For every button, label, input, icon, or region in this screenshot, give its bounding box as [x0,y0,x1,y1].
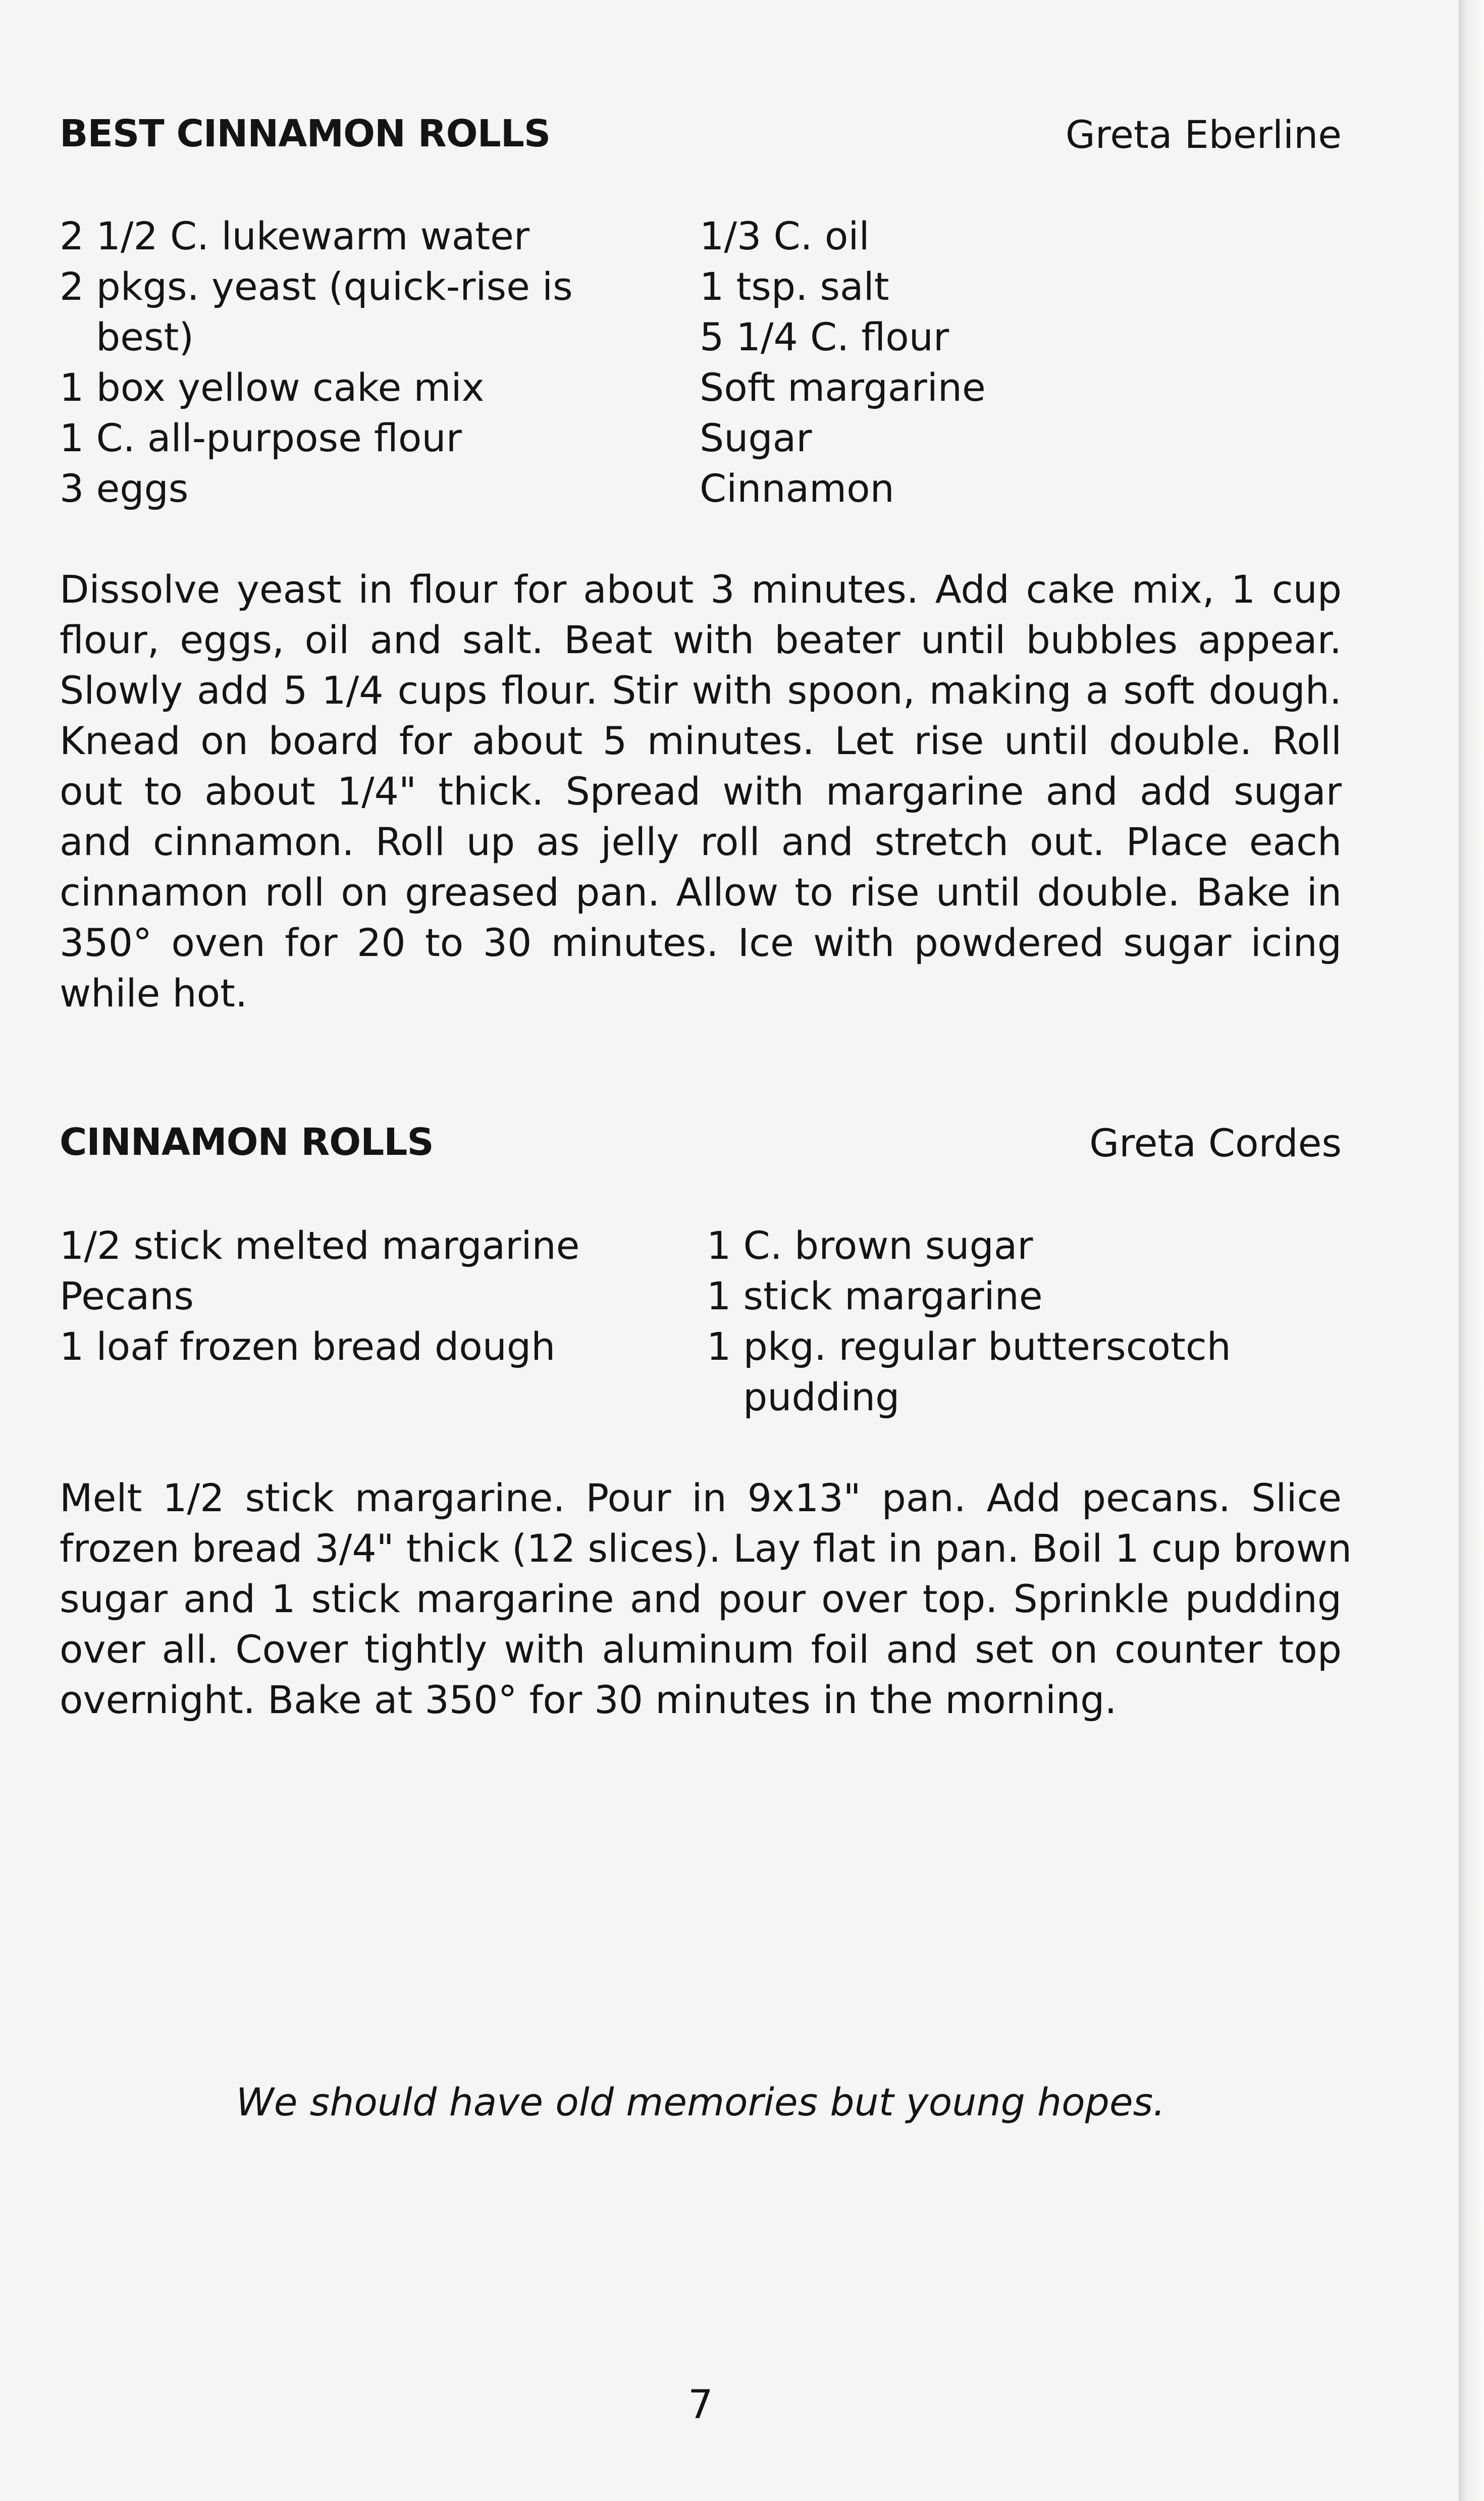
page-edge [1459,0,1484,2501]
directions-line: while hot. [60,971,248,1016]
directions-line: and cinnamon. Roll up as jelly roll and stretch out. Place each [60,819,1342,864]
directions-line: frozen bread 3/4" thick (12 slices). Lay flat in pan. Boil 1 cup brown [60,1526,1352,1571]
directions-line: Slowly add 5 1/4 cups flour. Stir with spoon, making a soft dough. [60,668,1342,713]
ingredient: Soft margarine [700,365,986,410]
ingredients-right [700,211,986,514]
page-number: 7 [688,2382,713,2428]
directions-line: out to about 1/4" thick. Spread with margarine and add sugar [60,769,1342,814]
recipe-author: Greta Cordes [1089,1121,1342,1165]
ingredient: 1/2 stick melted margarine [60,1223,580,1268]
directions-line: flour, eggs, oil and salt. Beat with beater until bubbles appear. [60,617,1342,662]
ingredients-right [707,1220,1231,1422]
ingredient: 2 1/2 C. lukewarm water [60,214,530,258]
ingredient: best) [96,314,194,359]
ingredient: pudding [743,1374,900,1419]
recipe-header-cinnamon-rolls [60,1121,1342,1176]
ingredient: 1 stick margarine [707,1273,1043,1318]
ingredient: 3 eggs [60,466,189,511]
ingredient: Cinnamon [700,466,894,511]
ingredient: Sugar [700,415,812,460]
recipe-title: CINNAMON ROLLS [60,1121,434,1164]
directions-line: overnight. Bake at 350° for 30 minutes in the morning. [60,1677,1117,1722]
ingredient: 1 tsp. salt [700,264,889,309]
directions-line: cinnamon roll on greased pan. Allow to rise until double. Bake in [60,870,1342,915]
ingredient: 1 pkg. regular butterscotch [707,1324,1231,1369]
ingredients-left [60,211,573,514]
recipe-header-best-cinnamon-rolls [60,112,1342,168]
recipe-directions [60,1473,1352,1725]
ingredient: Pecans [60,1273,194,1318]
ingredient: 5 1/4 C. flour [700,314,949,359]
ingredient: 1 C. brown sugar [707,1223,1033,1268]
ingredient: 1 loaf frozen bread dough [60,1324,556,1369]
recipe-title: BEST CINNAMON ROLLS [60,112,551,155]
ingredient: 1/3 C. oil [700,214,870,258]
ingredients-left [60,1220,579,1372]
quote: We should have old memories but young hopes. [236,2080,1165,2124]
directions-line: Dissolve yeast in flour for about 3 minutes. Add cake mix, 1 cup [60,567,1342,612]
directions-line: Knead on board for about 5 minutes. Let rise until double. Roll [60,718,1342,763]
ingredient: 2 pkgs. yeast (quick-rise is [60,264,573,309]
directions-line: sugar and 1 stick margarine and pour over top. Sprinkle pudding [60,1576,1342,1621]
ingredient: 1 C. all-purpose flour [60,415,462,460]
recipe-directions [60,564,1342,1019]
directions-line: over all. Cover tightly with aluminum foil and set on counter top [60,1627,1342,1672]
recipe-author: Greta Eberline [1065,112,1342,157]
directions-line: 350° oven for 20 to 30 minutes. Ice with powdered sugar icing [60,920,1342,965]
directions-line: Melt 1/2 stick margarine. Pour in 9x13" pan. Add pecans. Slice [60,1475,1342,1520]
ingredient: 1 box yellow cake mix [60,365,485,410]
